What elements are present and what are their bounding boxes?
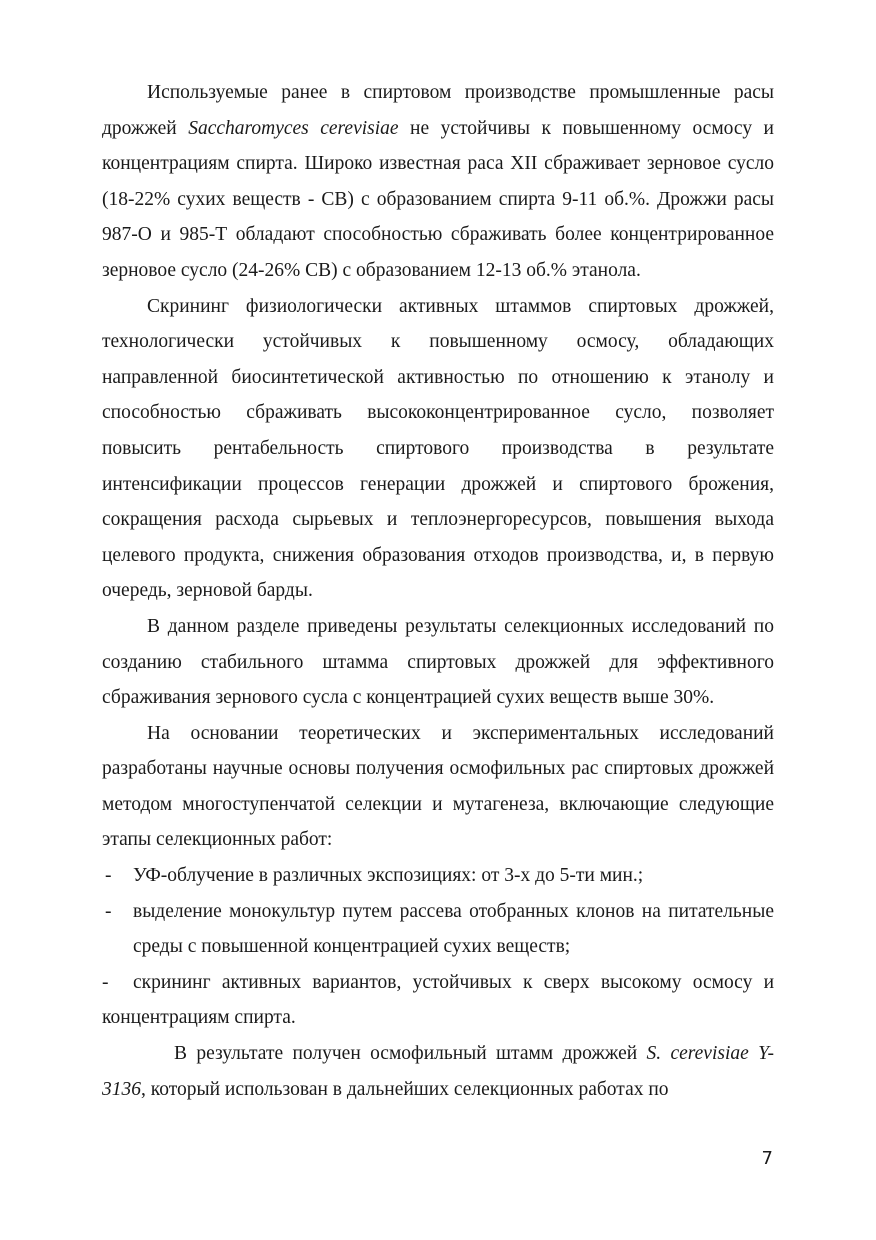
paragraph-strain-result [102,1036,774,1107]
list-item-text: выделение монокультур путем рассева отобранных клонов на питательные среды с повышенной концентрацией сухих веществ; [133,900,774,958]
list-item-text: УФ-облучение в различных экспозициях: от 3-х до 5-ти мин.; [133,865,644,887]
paragraph-text: В результате получен осмофильный штамм дрожжей [174,1043,647,1065]
paragraph-text: Используемые ранее в спиртовом производстве промышленные расы дрожжей [102,82,774,139]
paragraph-selection-basis: На основании теоретических и экспериментальных исследований разработаны научные основы получения осмофильных рас спиртовых дрожжей методом многоступенчатой селекции и мутагенеза, включающие следующие этапы селекционных работ: [102,722,774,851]
dash-bullet: - [102,971,109,993]
paragraph-industrial-yeast [102,75,774,289]
page-number: 7 [761,1148,773,1169]
paragraph-text: не устойчивы к повышенному осмосу и концентрациям спирта. Широко известная раса XII сбраживает зерновое сусло (18-22% сухих веществ - СВ) с образованием спирта 9-11 об.%. Дрожжи расы 987-О и 985-Т обладают способностью сбраживать более концентрированное зерновое сусло (24-26% СВ) с образованием 12-13 об.% этанола. [102,117,774,281]
paragraph-screening: Скрининг физиологически активных штаммов спиртовых дрожжей, технологически устойчивых к повышенному осмосу, обладающих направленной биосинтетической активностью по отношению к этанолу и способностью сбраживать высококонцентрированное сусло, позволяет повысить рентабельность спиртового производства в результате интенсификации процессов генерации дрожжей и спиртового брожения, сокращения расхода сырьевых и теплоэнергоресурсов, повышения выхода целевого продукта, снижения образования отходов производства, и, в первую очередь, зерновой барды. [102,295,774,602]
species-name: Saccharomyces cerevisiae [188,117,399,139]
dash-bullet: - [105,865,112,887]
list-item [102,965,774,1036]
dash-bullet: - [105,900,112,922]
list-item-text: скрининг активных вариантов, устойчивых к сверх высокому осмосу и концентрациям спирта. [102,971,774,1029]
selection-stages-list [102,858,774,1036]
list-item [102,894,774,965]
document-page [102,75,774,1107]
paragraph-text: , который использован в дальнейших селекционных работах по [141,1078,669,1100]
paragraph-section-results: В данном разделе приведены результаты селекционных исследований по созданию стабильного штамма спиртовых дрожжей для эффективного сбраживания зернового сусла с концентрацией сухих веществ выше 30%. [102,615,774,709]
list-item [102,858,774,894]
strain-name: S. cerevisiae Y-3136 [102,1043,774,1100]
